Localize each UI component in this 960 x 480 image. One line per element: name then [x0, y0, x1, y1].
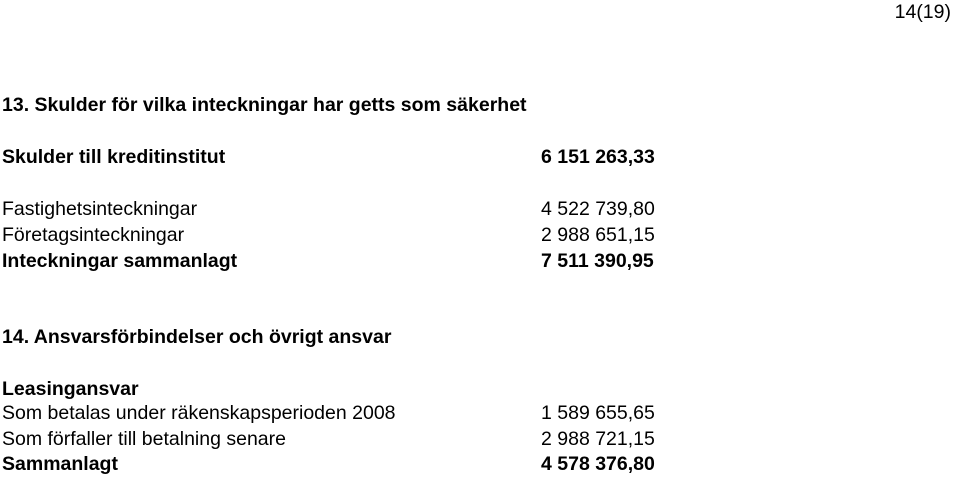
credit-institution-label: Skulder till kreditinstitut [2, 146, 226, 168]
business-mortgages-label: Företagsinteckningar [2, 224, 185, 246]
business-mortgages-value: 2 988 651,15 [541, 224, 655, 246]
leasing-later-value: 2 988 721,15 [541, 428, 655, 450]
leasing-current-period-label: Som betalas under räkenskapsperioden 2008 [2, 402, 396, 424]
real-estate-mortgages-value: 4 522 739,80 [541, 198, 655, 220]
mortgages-total-label: Inteckningar sammanlagt [2, 250, 238, 272]
page-number: 14(19) [894, 1, 951, 23]
leasing-total-label: Sammanlagt [2, 453, 118, 475]
mortgages-total-value: 7 511 390,95 [541, 250, 654, 272]
leasing-current-period-value: 1 589 655,65 [541, 402, 655, 424]
leasing-later-label: Som förfaller till betalning senare [2, 428, 286, 450]
section-14-heading: 14. Ansvarsförbindelser och övrigt ansvar [2, 326, 392, 348]
credit-institution-value: 6 151 263,33 [541, 146, 655, 168]
leasing-subheading: Leasingansvar [2, 378, 139, 400]
section-13-heading: 13. Skulder för vilka inteckningar har getts som säkerhet [2, 94, 527, 116]
real-estate-mortgages-label: Fastighetsinteckningar [2, 198, 198, 220]
leasing-total-value: 4 578 376,80 [541, 453, 655, 475]
